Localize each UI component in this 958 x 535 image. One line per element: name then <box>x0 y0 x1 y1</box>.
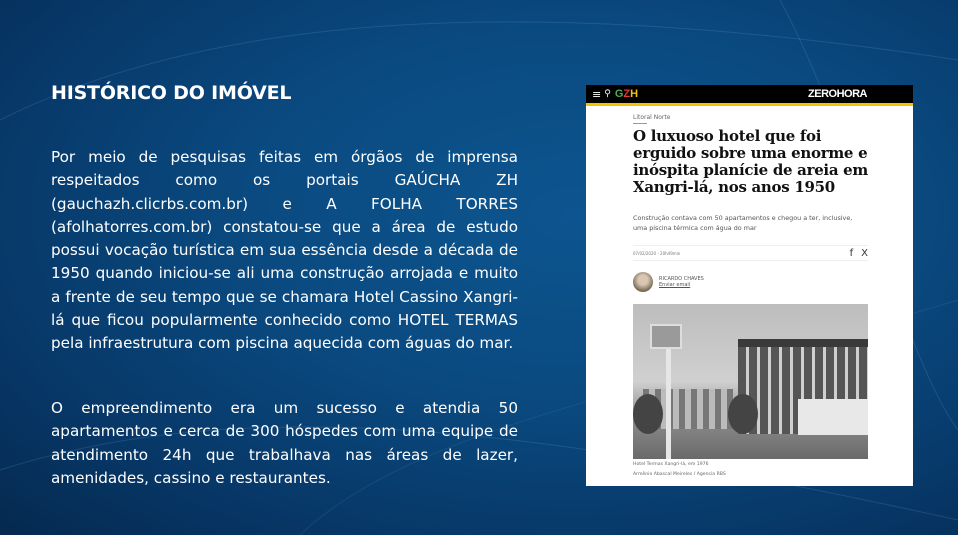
menu-icon: ≡ <box>592 87 602 101</box>
article-screenshot <box>586 85 913 486</box>
hotel-sign <box>650 324 682 349</box>
article-meta <box>633 245 868 261</box>
photo-caption: Hotel Termas Xangri-lá, em 1976 <box>633 462 709 467</box>
search-icon: ⚲ <box>604 89 611 99</box>
gzh-logo: GZH <box>614 88 639 100</box>
building-wing <box>798 399 868 435</box>
photo-credit: Armênio Abascal Meireles / Agencia RBS <box>633 472 726 477</box>
tree <box>633 394 663 434</box>
hotel-photo <box>633 304 868 459</box>
paragraph-history: Por meio de pesquisas feitas em órgãos de imprensa respeitados como os portais GAÚCHA ZH (gauchazh.clicrbs.com.br) e A FOLHA TORRES (afolhatorres.com.br) constatou-se que a área de estudo possui vocação turística em sua essência desde a década de 1950 quando iniciou-se ali uma construção arrojada e muito a frente de seu tempo que se chamara Hotel Cassino Xangri-lá que ficou popularmente conhecido como HOTEL TERMAS pela infraestrutura com piscina aquecida com águas do mar. <box>51 148 518 353</box>
facebook-icon: f <box>849 247 854 259</box>
article-date: 07/02/2020 - 20h49min <box>633 250 681 256</box>
section-divider <box>633 123 647 124</box>
zerohora-logo: ZEROHORA <box>808 88 867 100</box>
article-section: Litoral Norte <box>633 114 671 121</box>
slide-title: HISTÓRICO DO IMÓVEL <box>51 82 292 104</box>
article-subtitle: Construção contava com 50 apartamentos e chegou a ter, inclusive, uma piscina térmica com água do mar <box>633 214 853 232</box>
author-name: RICARDO CHAVES <box>659 276 704 282</box>
paragraph-enterprise: O empreendimento era um sucesso e atendia 50 apartamentos e cerca de 300 hóspedes com uma equipe de atendimento 24h que trabalhava nas áreas de lazer, amenidades, cassino e restaurantes. <box>51 399 518 487</box>
author-avatar <box>633 272 653 292</box>
sign-pole <box>666 334 671 459</box>
tree <box>728 394 758 434</box>
author-block <box>633 272 868 292</box>
article-headline: O luxuoso hotel que foi erguido sobre uma enorme e inóspita planície de areia em Xangri-lá, nos anos 1950 <box>633 127 868 196</box>
email-link: Enviar email <box>659 282 691 288</box>
x-icon: X <box>861 247 868 259</box>
site-header <box>586 85 913 106</box>
